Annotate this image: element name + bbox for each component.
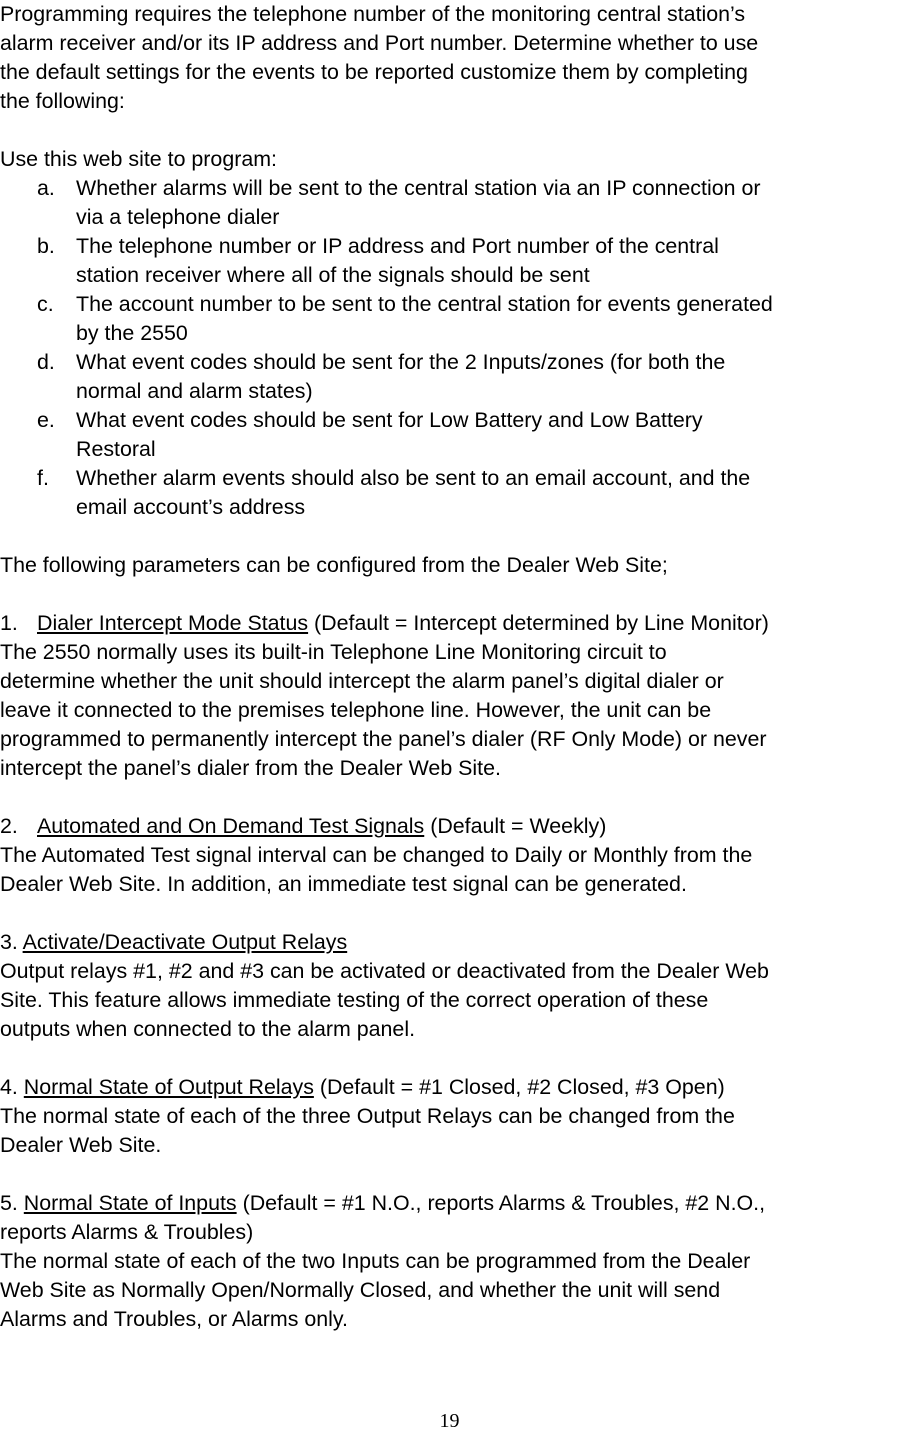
list-item	[0, 232, 899, 290]
list-marker: b.	[37, 234, 55, 258]
list-item	[0, 406, 899, 464]
list-item-line: Whether alarms will be sent to the central station via an IP connection or	[76, 176, 761, 200]
intro-line: alarm receiver and/or its IP address and Port number. Determine whether to use	[0, 31, 759, 55]
section-line: Alarms and Troubles, or Alarms only.	[0, 1307, 348, 1331]
list-item-line: What event codes should be sent for the 2 Inputs/zones (for both the	[76, 350, 726, 374]
section-heading	[0, 609, 899, 638]
section-default: (Default = Weekly)	[424, 814, 607, 838]
spacer	[0, 116, 899, 145]
section-number: 2.	[0, 814, 18, 838]
list-item	[0, 174, 899, 232]
spacer	[0, 522, 899, 551]
list-marker: f.	[37, 466, 49, 490]
list-item-line: Whether alarm events should also be sent to an email account, and the	[76, 466, 751, 490]
section-test-signals	[0, 812, 899, 899]
section-default: (Default = #1 N.O., reports Alarms & Troubles, #2 N.O.,	[236, 1191, 766, 1215]
section-line: Output relays #1, #2 and #3 can be activated or deactivated from the Dealer Web	[0, 959, 769, 983]
section-title: Automated and On Demand Test Signals	[37, 814, 425, 838]
section-input-normal-state	[0, 1189, 899, 1334]
spacer	[0, 783, 899, 812]
section-line: The Automated Test signal interval can be changed to Daily or Monthly from the	[0, 843, 753, 867]
section-line: determine whether the unit should intercept the alarm panel’s digital dialer or	[0, 669, 724, 693]
list-marker: c.	[37, 292, 54, 316]
section-title: Activate/Deactivate Output Relays	[22, 930, 348, 954]
section-line: Web Site as Normally Open/Normally Closed, and whether the unit will send	[0, 1278, 721, 1302]
list-item	[0, 348, 899, 406]
list-item-line: via a telephone dialer	[76, 205, 280, 229]
section-line: Dealer Web Site.	[0, 1133, 162, 1157]
section-line: outputs when connected to the alarm panel.	[0, 1017, 416, 1041]
section-title: Normal State of Inputs	[23, 1191, 237, 1215]
section-line: The 2550 normally uses its built-in Telephone Line Monitoring circuit to	[0, 640, 667, 664]
section-title: Normal State of Output Relays	[23, 1075, 314, 1099]
list-marker: a.	[37, 176, 55, 200]
section-line: leave it connected to the premises telephone line. However, the unit can be	[0, 698, 712, 722]
section-default: (Default = #1 Closed, #2 Closed, #3 Open)	[313, 1075, 725, 1099]
intro-line: the default settings for the events to be reported customize them by completing	[0, 60, 748, 84]
web-site-list	[0, 174, 899, 522]
section-heading	[0, 1189, 899, 1218]
section-dialer-intercept	[0, 609, 899, 783]
section-number: 1.	[0, 611, 18, 635]
list-item-line: What event codes should be sent for Low Battery and Low Battery	[76, 408, 703, 432]
list-item-line: email account’s address	[76, 495, 306, 519]
spacer	[0, 899, 899, 928]
section-line: Dealer Web Site. In addition, an immediate test signal can be generated.	[0, 872, 687, 896]
spacer	[0, 1160, 899, 1189]
list-item-line: station receiver where all of the signals should be sent	[76, 263, 590, 287]
section-line: intercept the panel’s dialer from the Dealer Web Site.	[0, 756, 501, 780]
list-item-line: The telephone number or IP address and Port number of the central	[76, 234, 719, 258]
section-relay-normal-state	[0, 1073, 899, 1160]
intro-line: the following:	[0, 89, 125, 113]
list-item-line: by the 2550	[76, 321, 188, 345]
list-item	[0, 464, 899, 522]
section-heading	[0, 928, 899, 957]
section-heading	[0, 812, 899, 841]
section-line: programmed to permanently intercept the panel’s dialer (RF Only Mode) or never	[0, 727, 767, 751]
section-number: 4.	[0, 1075, 24, 1099]
section-line: Site. This feature allows immediate testing of the correct operation of these	[0, 988, 709, 1012]
list-marker: e.	[37, 408, 55, 432]
list-item-line: The account number to be sent to the central station for events generated	[76, 292, 773, 316]
params-intro: The following parameters can be configured from the Dealer Web Site;	[0, 553, 668, 577]
section-number: 3.	[0, 930, 23, 954]
section-title: Dialer Intercept Mode Status	[37, 611, 309, 635]
section-line: The normal state of each of the three Output Relays can be changed from the	[0, 1104, 735, 1128]
spacer	[0, 1044, 899, 1073]
list-item	[0, 290, 899, 348]
page-number: 19	[439, 1410, 460, 1432]
list-item-line: Restoral	[76, 437, 156, 461]
section-output-relays	[0, 928, 899, 1044]
section-default: (Default = Intercept determined by Line Monitor)	[308, 611, 769, 635]
list-item-line: normal and alarm states)	[76, 379, 313, 403]
list-marker: d.	[37, 350, 55, 374]
section-heading	[0, 1073, 899, 1102]
section-line: The normal state of each of the two Inputs can be programmed from the Dealer	[0, 1249, 751, 1273]
web-site-lead: Use this web site to program:	[0, 147, 278, 171]
spacer	[0, 580, 899, 609]
section-line: reports Alarms & Troubles)	[0, 1220, 254, 1244]
section-number: 5.	[0, 1191, 24, 1215]
intro-line: Programming requires the telephone number of the monitoring central station’s	[0, 2, 746, 26]
intro-paragraph	[0, 0, 899, 116]
